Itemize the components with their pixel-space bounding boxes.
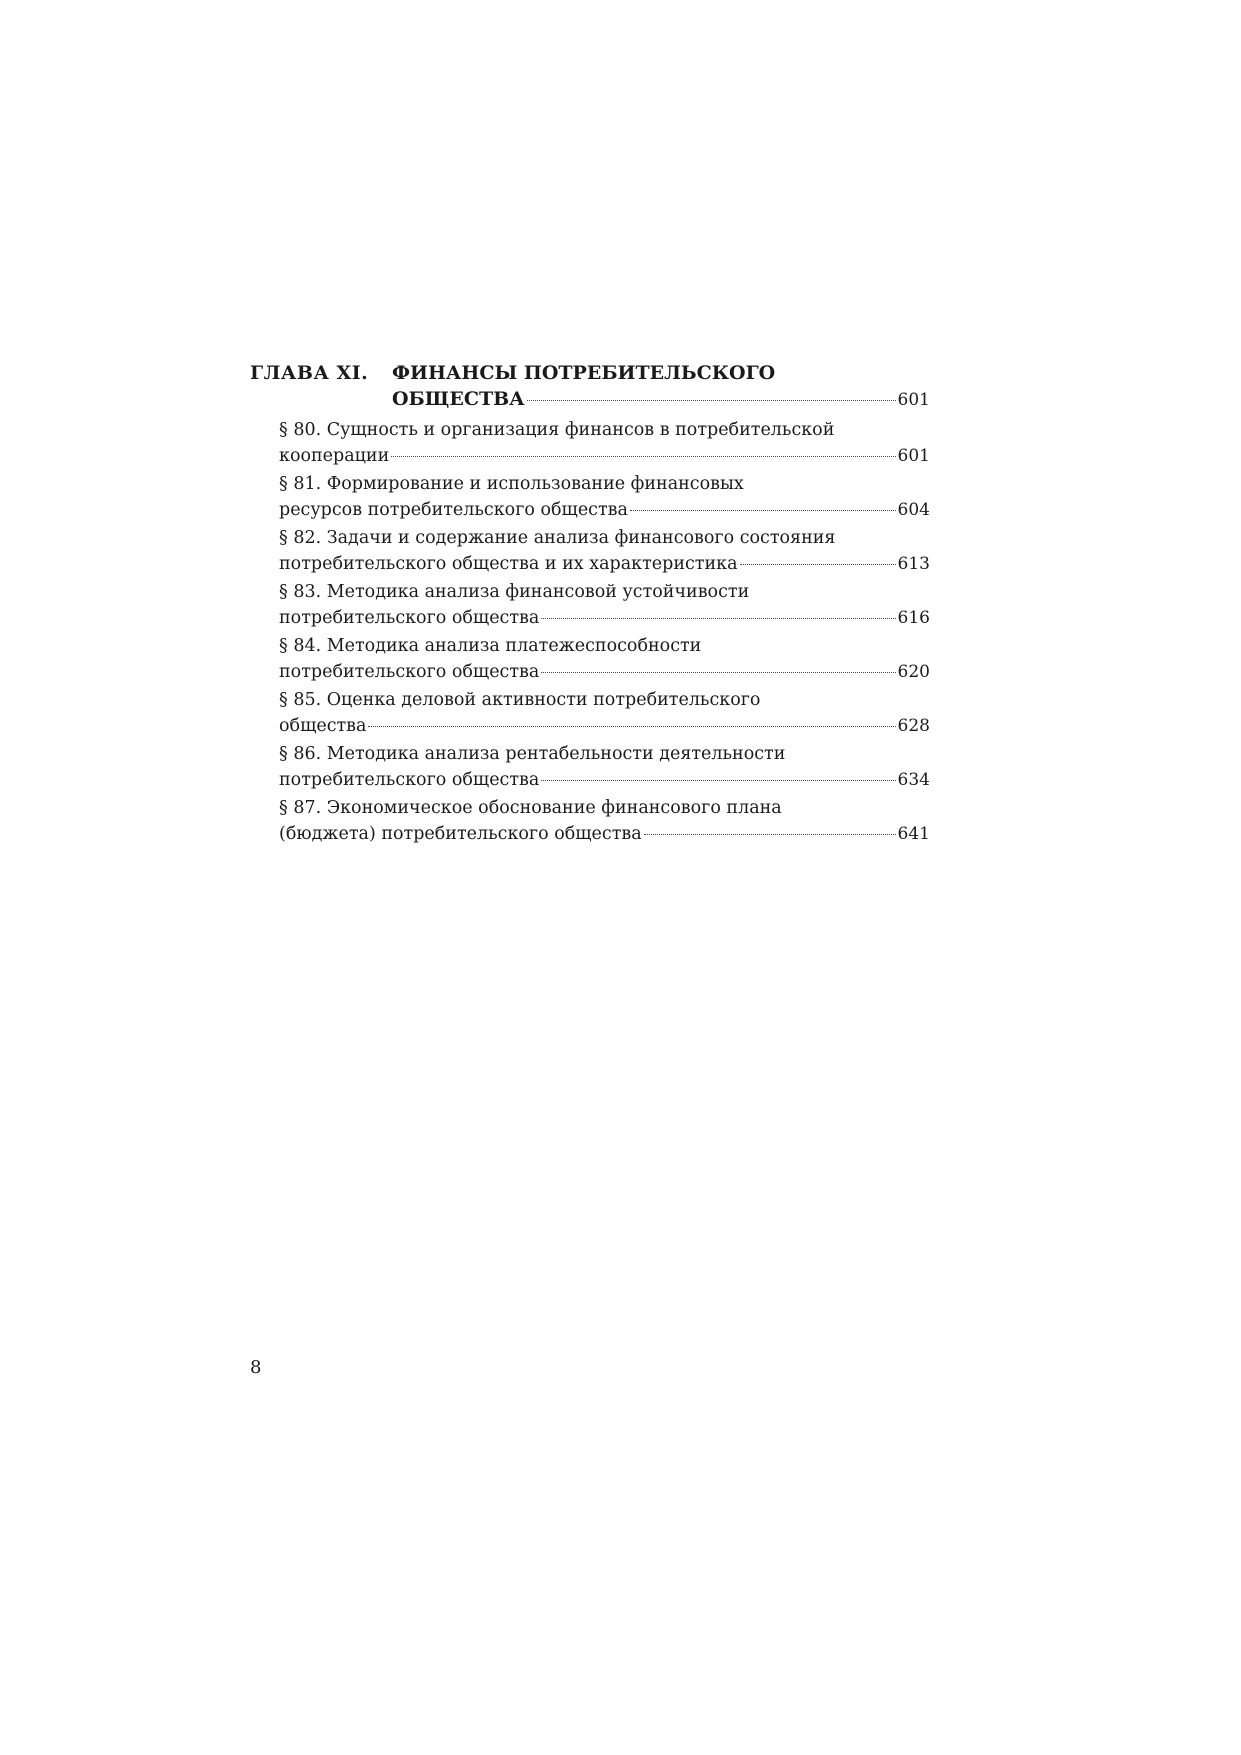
chapter-label: ГЛАВА XI. [250,362,369,384]
toc-entry-86[interactable] [279,742,930,793]
toc-entry-81[interactable] [279,472,930,523]
toc-entry-text: потребительского общества [279,661,540,682]
toc-entry-text: потребительского общества [279,769,540,790]
chapter-title [392,360,930,413]
chapter-title-line1: ФИНАНСЫ ПОТРЕБИТЕЛЬСКОГО [392,362,776,384]
toc-entry-line2 [279,768,930,794]
toc-entry-line1: § 84. Методика анализа платежеспособности [279,636,702,656]
dot-leader [527,400,896,401]
toc-entry-line2 [279,714,930,740]
toc-entry-line2 [279,444,930,470]
toc-entry-line1: § 86. Методика анализа рентабельности деятельности [279,744,786,764]
toc-entry-line1: § 83. Методика анализа финансовой устойчивости [279,582,750,602]
toc-entry-line2 [279,498,930,524]
toc-entry-page: 634 [897,769,930,790]
dot-leader [630,510,896,511]
table-of-contents [250,360,930,850]
toc-entry-text: общества [279,715,367,736]
chapter-title-line2 [392,386,930,413]
toc-entry-line2 [279,606,930,632]
toc-entry-line2 [279,660,930,686]
toc-entry-text: потребительского общества [279,607,540,628]
toc-entry-line2 [279,822,930,848]
toc-entry-line1: § 82. Задачи и содержание анализа финансового состояния [279,528,836,548]
dot-leader [541,780,895,781]
toc-entry-87[interactable] [279,796,930,847]
dot-leader [368,726,895,727]
toc-entry-line1: § 85. Оценка деловой активности потребительского [279,690,761,710]
toc-entry-80[interactable] [279,418,930,469]
dot-leader [740,564,896,565]
toc-entry-page: 604 [897,499,930,520]
toc-entry-line1: § 87. Экономическое обоснование финансового плана [279,798,782,818]
toc-entry-page: 620 [897,661,930,682]
toc-entry-line2 [279,552,930,578]
toc-entry-page: 616 [897,607,930,628]
toc-entry-page: 641 [897,823,930,844]
toc-entry-84[interactable] [279,634,930,685]
toc-entry-83[interactable] [279,580,930,631]
toc-entry-line1: § 81. Формирование и использование финансовых [279,474,744,494]
toc-entry-text: (бюджета) потребительского общества [279,823,642,844]
dot-leader [541,618,895,619]
toc-entry-text: ресурсов потребительского общества [279,499,628,520]
toc-entry-page: 613 [897,553,930,574]
toc-entry-text: кооперации [279,445,390,466]
chapter-title-text: ОБЩЕСТВА [392,388,525,410]
dot-leader [391,456,895,457]
dot-leader [541,672,895,673]
toc-entry-85[interactable] [279,688,930,739]
toc-entry-82[interactable] [279,526,930,577]
dot-leader [644,834,896,835]
toc-entry-page: 601 [897,445,930,466]
toc-entry-page: 628 [897,715,930,736]
page-number: 8 [250,1357,262,1378]
chapter-heading [250,360,930,416]
chapter-page-number: 601 [897,390,930,410]
toc-entry-line1: § 80. Сущность и организация финансов в потребительской [279,420,835,440]
toc-entry-text: потребительского общества и их характеристика [279,553,738,574]
toc-entries [279,418,930,847]
